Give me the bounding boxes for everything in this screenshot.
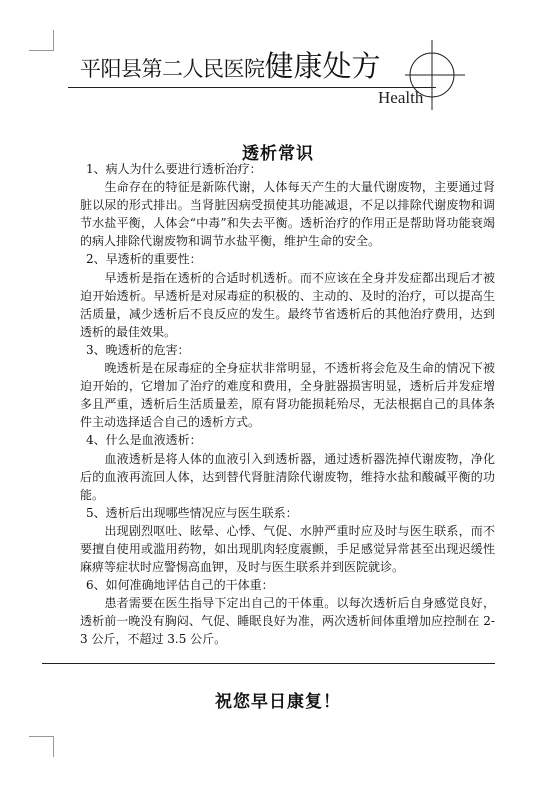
section [80,160,495,250]
crop-mark-bottom-horizontal [29,736,53,737]
section-paragraph: 早透析是指在透析的合适时机透析。而不应该在全身并发症都出现后才被迫开始透析。早透析是对尿毒症的积极的、主动的、及时的治疗，可以提高生活质量，减少透析后不良反应的发生。最终节省透析后的其他治疗费用，达到透析的最佳效果。 [80,270,495,339]
section-paragraph: 晚透析是在尿毒症的全身症状非常明显，不透析将会危及生命的情况下被迫开始的，它增加了治疗的难度和费用，全身脏器损害明显，透析后并发症增多且严重，透析后生活质量差，原有肾功能损耗殆尽，无法根据自己的具体条件主动选择适合自己的透析方式。 [80,361,495,430]
section-heading: 3、晚透析的危害： [86,342,190,357]
crosshair-icon [405,40,465,110]
section-heading: 5、透析后出现哪些情况应与医生联系： [86,505,298,520]
section [80,250,495,340]
section-paragraph: 生命存在的特征是新陈代谢，人体每天产生的大量代谢废物，主要通过肾脏以尿的形式排出。当肾脏因病受损使其功能减退，不足以排除代谢废物和调节水盐平衡，人体会“中毒”和失去平衡。透析治疗的作用正是帮助肾功能衰竭的病人排除代谢废物和调节水盐平衡，维护生命的安全。 [80,180,495,249]
section [80,341,495,431]
closing-wish: 祝您早日康复！ [215,692,341,712]
letterhead-title [80,49,381,83]
footer-rule [42,663,495,664]
hospital-name: 平阳县第二人民医院 [80,57,265,81]
section [80,576,495,648]
section-paragraph: 血液透析是将人体的血液引入到透析器，通过透析器洗掉代谢废物，净化后的血液再流回人体，达到替代肾脏清除代谢废物，维持水盐和酸碱平衡的功能。 [80,451,495,502]
section-heading: 4、什么是血液透析： [86,433,202,448]
document-title: 透析常识 [242,144,314,164]
crop-mark-top-horizontal [29,50,53,51]
health-label: Health [378,88,424,107]
section [80,431,495,503]
crop-mark-top-vertical [53,30,54,51]
article-body [80,160,495,649]
section-paragraph: 出现剧烈呕吐、眩晕、心悸、气促、水肿严重时应及时与医生联系，而不要擅自使用或滥用药物，如出现肌肉轻度震颤，手足感觉异常甚至出现迟缓性麻痹等症状时应警惕高血钾，及时与医生联系并到医院就诊。 [80,523,495,575]
section-heading: 1、病人为什么要进行透析治疗： [86,162,262,176]
section-heading: 6、如何准确地评估自己的干体重： [86,578,274,593]
crop-mark-bottom-vertical [53,736,54,757]
section [80,504,495,576]
prescription-label: 健康处方 [264,49,381,83]
section-paragraph: 患者需要在医生指导下定出自己的干体重。以每次透析后自身感觉良好，透析前一晚没有胸闷、气促、睡眠良好为准，两次透析间体重增加应控制在 2-3 公斤，不超过 3.5 公斤。 [80,596,495,647]
section-heading: 2、早透析的重要性： [86,252,202,267]
